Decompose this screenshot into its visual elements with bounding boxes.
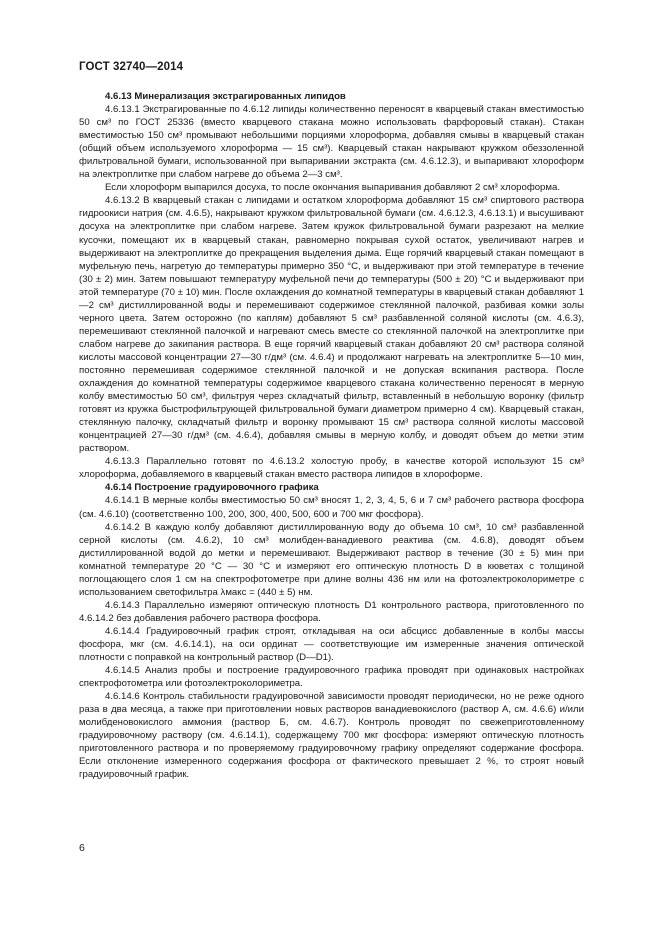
document-body — [79, 90, 584, 781]
paragraph: 4.6.13.3 Параллельно готовят по 4.6.13.2 холостую пробу, в качестве которой используют 15 см³ хлороформа, добавляемого в кварцевый стакан вместо раствора липидов в хлороформе. — [79, 456, 584, 481]
paragraph: 4.6.14.2 В каждую колбу добавляют дистиллированную воду до объема 10 см³, 10 см³ разбавленной серной кислоты (см. 4.6.2), 10 см³ молибден-ванадиевого реактива (см. 4.6.8), доводят объем дистиллированной водой до метки и перемешивают. Выдерживают раствор в течение (30 ± 5) мин при комнатной температуре 20 °С — 30 °С и измеряют его оптическую плотность D в кюветах с толщиной поглощающего слоя 1 см на спектрофотометре при длине волны 436 нм или на фотоэлектроколориметре с использованием светофильтра λмакс = (440 ± 5) нм. — [79, 521, 584, 598]
page-number: 6 — [79, 842, 85, 854]
paragraph: Если хлороформ выпарился досуха, то после окончания выпаривания добавляют 2 см³ хлороформа. — [105, 182, 560, 194]
paragraph: 4.6.14.5 Анализ пробы и построение градуировочного графика проводят при одинаковых настройках спектрофотометра или фотоэлектроколориметра. — [79, 665, 584, 690]
paragraph: 4.6.13.1 Экстрагированные по 4.6.12 липиды количественно переносят в кварцевый стакан вместимостью 50 см³ по ГОСТ 25336 (вместо кварцевого стакана можно использовать фарфоровый стакан). Стакан вместимостью 150 см³ промывают небольшими порциями хлороформа, добавляя смывы в кварцевый стакан (общий объем используемого хлороформа — 15 см³). Кварцевый стакан накрывают кружком обеззоленной фильтровальной бумаги, использованной при выпаривании экстракта (см. 4.6.12.3), и выпаривают хлороформ на электроплитке при слабом нагреве до объема 2—3 см³. — [79, 104, 584, 181]
section-heading: 4.6.14 Построение градуировочного графика — [105, 482, 319, 494]
section-heading: 4.6.13 Минерализация экстрагированных липидов — [105, 91, 346, 102]
document-header: ГОСТ 32740—2014 — [79, 61, 184, 73]
paragraph: 4.6.14.3 Параллельно измеряют оптическую плотность D1 контрольного раствора, приготовленного по 4.6.14.2 без добавления рабочего раствора фосфора. — [79, 599, 584, 624]
paragraph: 4.6.14.1 В мерные колбы вместимостью 50 см³ вносят 1, 2, 3, 4, 5, 6 и 7 см³ рабочего раствора фосфора (см. 4.6.10) (соответственно 100, 200, 300, 400, 500, 600 и 700 мкг фосфора). — [79, 495, 584, 520]
paragraph: 4.6.13.2 В кварцевый стакан с липидами и остатком хлороформа добавляют 15 см³ спиртового раствора гидроокиси натрия (см. 4.6.5), накрывают кружком фильтровальной бумаги (см. 4.6.12.3, 4.6.13.1) и высушивают досуха на электроплитке при слабом нагреве. Затем кружок фильтровальной бумаги разрезают на мелкие кусочки, помещают их в кварцевый стакан, равномерно покрывая сухой остаток, увеличивают нагрев и выдерживают на электроплитке до прекращения выделения дыма. Еще горячий кварцевый стакан помещают в муфельную печь, нагретую до температуры примерно 350 °С, и выдерживают при этой температуре в течение (30 ± 2) мин. Затем повышают температуру муфельной печи до температуры (500 ± 20) °С и выдерживают при этой температуре (70 ± 10) мин. После охлаждения до комнатной температуры в кварцевый стакан добавляют 1—2 см³ дистиллированной воды и перемешивают содержимое стеклянной палочкой, разбивая комки золы черного цвета. Затем осторожно (по каплям) добавляют 5 см³ разбавленной соляной кислоты (см. 4.6.3), перемешивают стеклянной палочкой и нагревают смесь вместе со стеклянной палочкой на электроплитке при слабом нагреве до закипания раствора. В еще горячий кварцевый стакан добавляют 20 см³ раствора соляной кислоты массовой концентрации 27—30 г/дм³ (см. 4.6.4) и продолжают нагревать на электроплитке 5—10 мин, постоянно перемешивая содержимое стеклянной палочкой и не допуская вскипания раствора. После охлаждения до комнатной температуры содержимое кварцевого стакана количественно переносят в мерную колбу вместимостью 50 см³, фильтруя через складчатый фильтр, вставленный в небольшую воронку (фильтр готовят из кружка быстрофильтрующей фильтровальной бумаги диаметром примерно 4 см). Кварцевый стакан, стеклянную палочку, складчатый фильтр и воронку промывают 15 см³ раствора соляной кислоты массовой концентрацией 27—30 г/дм³ (см. 4.6.4), добавляя смывы в мерную колбу, и доводят объем до метки этим раствором. — [79, 195, 584, 455]
paragraph: 4.6.14.4 Градуировочный график строят, откладывая на оси абсцисс добавленные в колбы массы фосфора, мкг (см. 4.6.14.1), на оси ординат — соответствующие им измеренные значения оптической плотности с поправкой на контрольный раствор (D—D1). — [79, 625, 584, 664]
paragraph: 4.6.14.6 Контроль стабильности градуировочной зависимости проводят периодически, но не реже одного раза в два месяца, а также при приготовлении новых растворов ванадиевокислого (раствор А, см. 4.6.6) и/или молибденовокислого аммония (раствор Б, см. 4.6.7). Контроль проводят по свежеприготовленному градуировочному раствору (см. 4.6.14.1), содержащему 700 мкг фосфора: измеряют оптическую плотность приготовленного раствора и по проверяемому градуировочному графику определяют содержание фосфора. Если отклонение измеренного содержания фосфора от фактического превышает 2 %, то строят новый градуировочный график. — [79, 691, 584, 781]
